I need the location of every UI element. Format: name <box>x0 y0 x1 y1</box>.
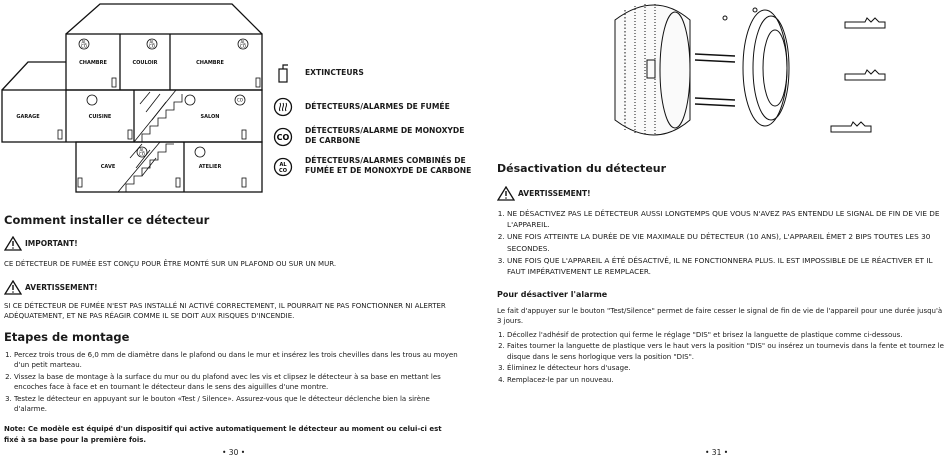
mounting-steps <box>4 350 464 415</box>
list-item: 2. UNE FOIS ATTEINTE LA DURÉE DE VIE MAXIMALE DU DÉTECTEUR (10 ANS), L'APPAREIL ÉMET 2 BIPS TOUTES LES 30 SECONDES. <box>507 231 950 253</box>
label-garage: GARAGE <box>16 114 40 120</box>
deactivation-title: Désactivation du détecteur <box>497 162 667 175</box>
warning-heading <box>4 280 98 295</box>
steps-title: Etapes de montage <box>4 330 130 344</box>
list-item: 3. UNE FOIS QUE L'APPAREIL A ÉTÉ DÉSACTIVÉ, IL NE FONCTIONNERA PLUS. IL EST IMPOSSIBLE DE LE RÉACTIVER ET IL FAUT IMPÉRATIVEMENT LE REMPLACER. <box>507 255 950 277</box>
deactivate-subtitle: Pour désactiver l'alarme <box>497 290 608 299</box>
legend-row-extinguisher <box>272 62 364 84</box>
smoke-alarm-icon <box>272 96 294 118</box>
warning-icon <box>4 280 22 295</box>
house-diagram <box>0 0 270 200</box>
legend-text: EXTINCTEURS <box>305 68 364 77</box>
page-right <box>475 0 950 466</box>
label-chambre-1: CHAMBRE <box>79 60 107 66</box>
co-alarm-icon <box>272 126 294 148</box>
list-item: 3. Testez le détecteur en appuyant sur le bouton «Test / Silence». Assurez-vous que le détecteur déclenche bien la sirène d'alarme. <box>14 394 464 415</box>
list-item: 4. Remplacez-le par un nouveau. <box>507 375 950 385</box>
intro-text: Le fait d'appuyer sur le bouton "Test/Silence" permet de faire cesser le signal de fin de vie de l'appareil pour une durée jusqu'à 3 jours. <box>497 307 943 325</box>
svg-text:CO: CO <box>139 151 145 157</box>
svg-text:CO: CO <box>237 97 243 103</box>
list-item: 2. Faites tourner la languette de plastique vers le haut vers la position "DIS" ou insérez un tournevis dans la fente et tournez le disque dans le sens horlogique vers la position "DIS". <box>507 341 950 362</box>
label-atelier: ATELIER <box>198 164 222 170</box>
deactivate-steps <box>497 330 950 386</box>
label-cuisine: CUISINE <box>88 114 112 120</box>
legend-row-co <box>272 126 465 148</box>
warning-icon <box>4 236 22 251</box>
right-warning-heading <box>497 186 591 201</box>
page-number-left: • 30 • <box>222 448 246 457</box>
svg-text:AL: AL <box>139 147 145 153</box>
svg-text:AL: AL <box>81 39 87 45</box>
right-warning-label: AVERTISSEMENT! <box>518 189 591 198</box>
legend-text: DÉTECTEURS/ALARMES DE FUMÉE <box>305 102 450 111</box>
list-item: 1. Percez trois trous de 6,0 mm de diamètre dans le plafond ou dans le mur et insérez les trois chevilles dans les trous au moyen d'un petit marteau. <box>14 350 464 371</box>
svg-text:CO: CO <box>81 43 87 49</box>
svg-text:AL: AL <box>149 39 155 45</box>
list-item: 1. Décollez l'adhésif de protection qui ferme le réglage "DIS" et brisez la languette de plastique comme ci-dessous. <box>507 330 950 340</box>
page-number-right: • 31 • <box>705 448 729 457</box>
label-couloir: COULOIR <box>132 60 158 66</box>
list-item: 3. Éliminez le détecteur hors d'usage. <box>507 363 950 373</box>
legend-row-smoke <box>272 96 450 118</box>
warning-icon <box>497 186 515 201</box>
detector-diagram <box>595 0 950 150</box>
right-warning-list <box>497 208 950 278</box>
combo-alarm-icon <box>272 156 294 178</box>
important-heading <box>4 236 78 251</box>
label-cave: CAVE <box>100 164 116 170</box>
svg-text:CO: CO <box>149 43 155 49</box>
label-chambre-2: CHAMBRE <box>196 60 224 66</box>
svg-text:CO: CO <box>240 43 246 49</box>
extinguisher-icon <box>272 62 294 84</box>
important-text: CE DÉTECTEUR DE FUMÉE EST CONÇU POUR ÊTRE MONTÉ SUR UN PLAFOND OU SUR UN MUR. <box>4 260 337 268</box>
legend-row-combo <box>272 156 472 178</box>
install-title: Comment installer ce détecteur <box>4 213 210 227</box>
note-text: Note: Ce modèle est équipé d'un dispositif qui active automatiquement le détecteur au moment ou celui-ci est fixé à sa base pour la première fois. <box>4 425 442 444</box>
svg-text:CO: CO <box>276 133 290 142</box>
label-salon: SALON <box>200 114 220 120</box>
legend-text: DÉTECTEURS/ALARME DE MONOXYDE DE CARBONE <box>305 126 465 145</box>
important-label: IMPORTANT! <box>25 239 78 248</box>
svg-text:CO: CO <box>279 168 287 174</box>
svg-text:AL: AL <box>240 39 246 45</box>
list-item: 2. Vissez la base de montage à la surface du mur ou du plafond avec les vis et clipsez le détecteur à sa base en mettant les encoches face à face et en tournant le détecteur dans le sens des aiguilles d'une montre. <box>14 372 464 393</box>
svg-text:AL: AL <box>279 162 287 168</box>
warning-label: AVERTISSEMENT! <box>25 283 98 292</box>
warning-text: SI CE DÉTECTEUR DE FUMÉE N'EST PAS INSTALLÉ NI ACTIVÉ CORRECTEMENT, IL POURRAIT NE PAS FONCTIONNER NI ALERTER ADÉQUATEMENT, ET NE PAS RÉAGIR COMME IL SE DOIT AUX RISQUES D'INCENDIE. <box>4 302 446 320</box>
list-item: 1. NE DÉSACTIVEZ PAS LE DÉTECTEUR AUSSI LONGTEMPS QUE VOUS N'AVEZ PAS ENTENDU LE SIGNAL DE FIN DE VIE DE L'APPAREIL. <box>507 208 950 230</box>
legend-text: DÉTECTEURS/ALARMES COMBINÉS DE FUMÉE ET DE MONOXYDE DE CARBONE <box>305 156 472 175</box>
